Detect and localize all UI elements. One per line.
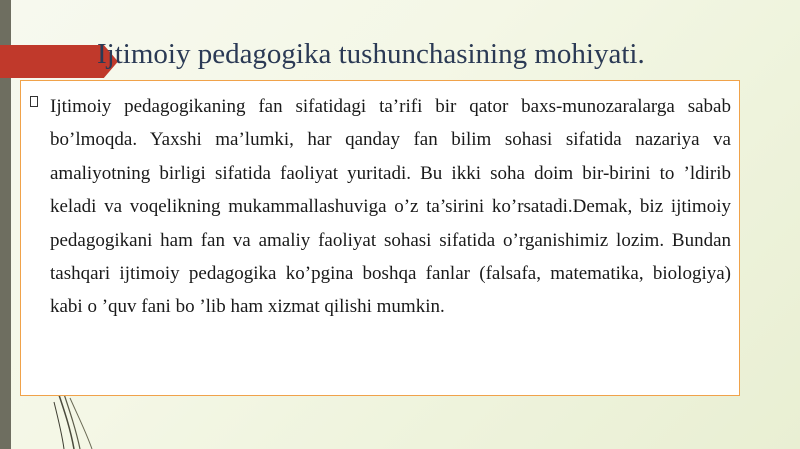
bullet-box-icon	[30, 96, 38, 107]
slide-title: Ijtimoiy pedagogika tushunchasining mohiyati.	[97, 38, 645, 70]
content-box	[20, 80, 740, 396]
slide-paragraph: Ijtimoiy pedagogikaning fan sifatidagi ta’rifi bir qator baxs-munozaralarga sabab bo’lmoqda. Yaxshi ma’lumki, har qanday fan bilim sohasi sifatida nazariya va amaliyotning birligi sifatida faoliyat yuritadi. Bu ikki soha doim bir-birini to ’ldirib keladi va voqelikning mukammallashuviga o’z ta’sirini ko’rsatadi.Demak, biz ijtimoiy pedagogikani ham fan va amaliy faoliyat sohasi sifatida o’rganishimiz lozim. Bundan tashqari ijtimoiy pedagogika ko’pgina boshqa fanlar (falsafa, matematika, biologiya) kabi o ’quv fani bo ’lib ham xizmat qilishi mumkin.	[50, 96, 731, 318]
grass-decoration-icon	[50, 392, 110, 449]
